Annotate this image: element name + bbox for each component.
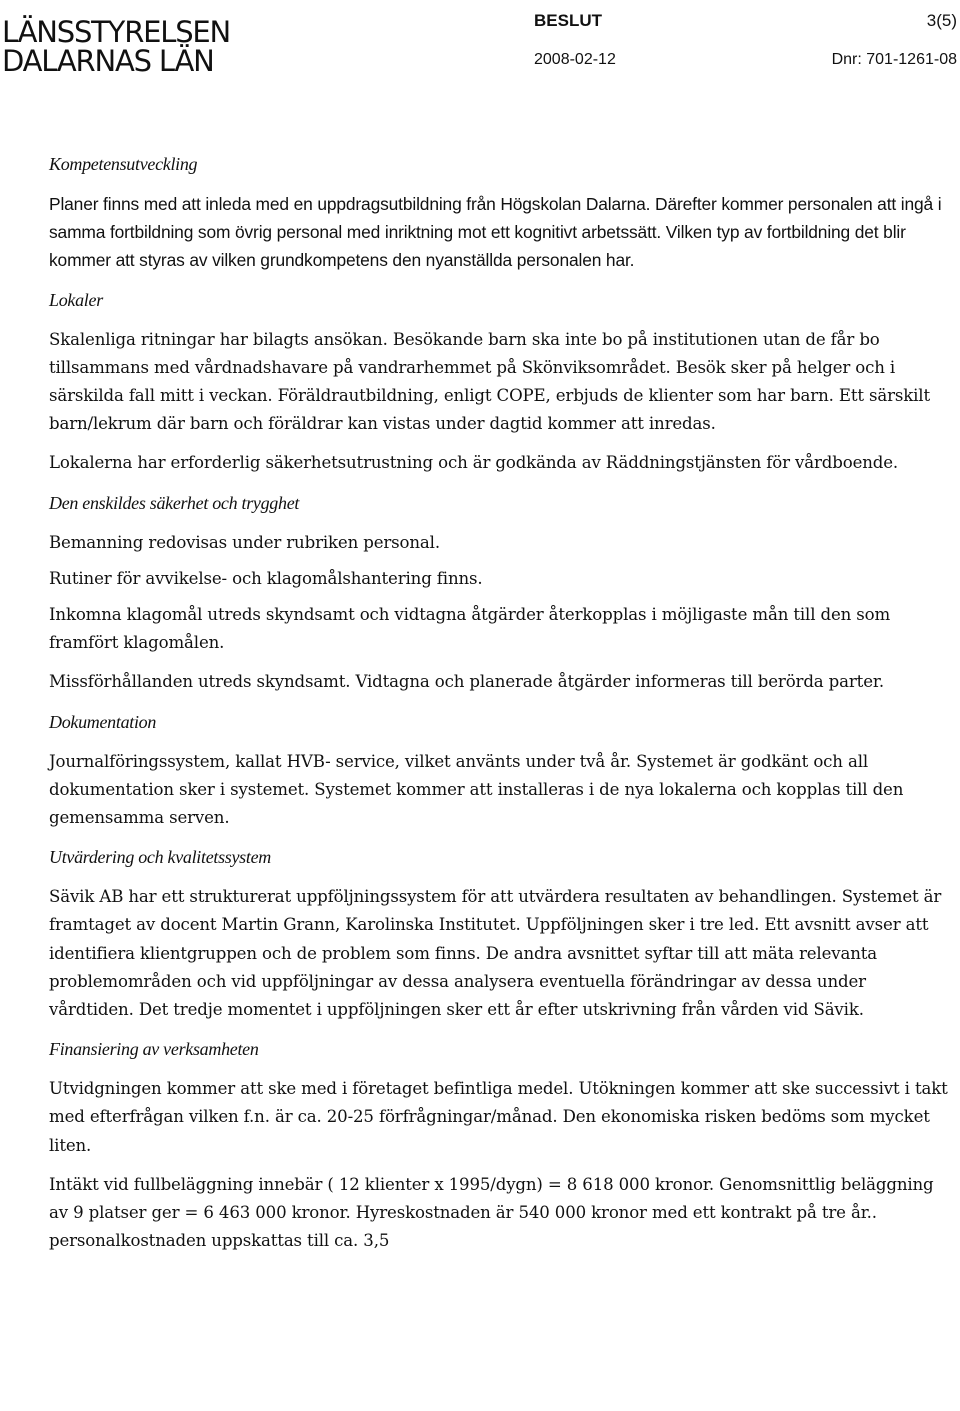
paragraph-sakerhet-2: Rutiner för avvikelse- och klagomålshantering finns. bbox=[49, 568, 483, 588]
document-date: 2008-02-12 bbox=[534, 51, 616, 68]
paragraph-utvardering: Sävik AB har ett strukturerat uppföljningssystem för att utvärdera resultaten av behandlingen. Systemet är framtaget av docent Martin Grann, Karolinska Institutet. Uppföljningen sker i tre led. Ett avsnitt avser att identifiera klientgruppen och de problem som finns. De andra avsnittet syftar till att mäta relevanta problemområden och vid uppföljningar av dessa analysera eventuella förändringar av dessa under vårdtiden. Det tredje momentet i uppföljningen sker ett år efter utskrivning från vården vid Sävik. bbox=[49, 887, 942, 1020]
logo-line-2: DALARNAS LÄN bbox=[2, 44, 214, 78]
paragraph-finansiering-1: Utvidgningen kommer att ske med i företaget befintliga medel. Utökningen kommer att ske successivt i takt med efterfrågan vilken f.n. är ca. 20-25 förfrågningar/månad. Den ekonomiska risken bedöms som mycket liten. bbox=[49, 1079, 948, 1155]
section-heading-kompetens: Kompetensutveckling bbox=[49, 154, 198, 174]
paragraph-dokumentation: Journalföringssystem, kallat HVB- service, vilket använts under två år. Systemet är godkänt och all dokumentation sker i systemet. Systemet kommer att installeras i de nya lokalerna och kopplas till den gemensamma serven. bbox=[49, 751, 904, 828]
paragraph-sakerhet-3: Inkomna klagomål utreds skyndsamt och vidtagna åtgärder återkopplas i möjligaste mån till den som framfört klagomålen. bbox=[49, 605, 891, 653]
document-body bbox=[49, 150, 949, 1266]
section-heading-sakerhet: Den enskildes säkerhet och trygghet bbox=[49, 492, 300, 513]
document-type: BESLUT bbox=[534, 11, 602, 30]
paragraph-kompetens: Planer finns med att inleda med en uppdragsutbildning från Högskolan Dalarna. Därefter kommer personalen att ingå i samma fortbildning som övrig personal med inriktning mot ett kognitivt arbetssätt. Vilken typ av fortbildning det blir kommer att styras av vilken grundkompetens den nyanställda personalen har. bbox=[49, 194, 942, 271]
section-heading-dokumentation: Dokumentation bbox=[49, 711, 157, 732]
org-logo bbox=[2, 15, 231, 78]
paragraph-sakerhet-1: Bemanning redovisas under rubriken personal. bbox=[49, 532, 440, 552]
section-heading-utvardering: Utvärdering och kvalitetssystem bbox=[49, 847, 271, 868]
paragraph-sakerhet-4: Missförhållanden utreds skyndsamt. Vidtagna och planerade åtgärder informeras till berörda parter. bbox=[49, 672, 884, 692]
paragraph-lokaler-2: Lokalerna har erforderlig säkerhetsutrustning och är godkända av Räddningstjänsten för vårdboende. bbox=[49, 453, 899, 473]
section-heading-lokaler: Lokaler bbox=[49, 289, 103, 310]
paragraph-finansiering-2: Intäkt vid fullbeläggning innebär ( 12 klienter x 1995/dygn) = 8 618 000 kronor. Genomsnittlig beläggning av 9 platser ger = 6 463 000 kronor. Hyreskostnaden är 540 000 kronor med ett kontrakt på tre år.. personalkostnaden uppskattas till ca. 3,5 bbox=[49, 1174, 934, 1251]
document-number: Dnr: 701-1261-08 bbox=[831, 51, 957, 68]
page-number: 3(5) bbox=[926, 11, 957, 30]
section-heading-finansiering: Finansiering av verksamheten bbox=[49, 1039, 259, 1060]
logo-line-1: LÄNSSTYRELSEN bbox=[2, 15, 231, 49]
paragraph-lokaler-1: Skalenliga ritningar har bilagts ansökan. Besökande barn ska inte bo på institutionen utan de får bo tillsammans med vårdnadshavare på vandrarhemmet på Skönviksområdet. Besök sker på helger och i särskilda fall mitt i veckan. Föräldrautbildning, enligt COPE, erbjuds de klienter som har barn. Ett särskilt barn/lekrum där barn och föräldrar kan vistas under dagtid kommer att inredas. bbox=[49, 329, 930, 434]
